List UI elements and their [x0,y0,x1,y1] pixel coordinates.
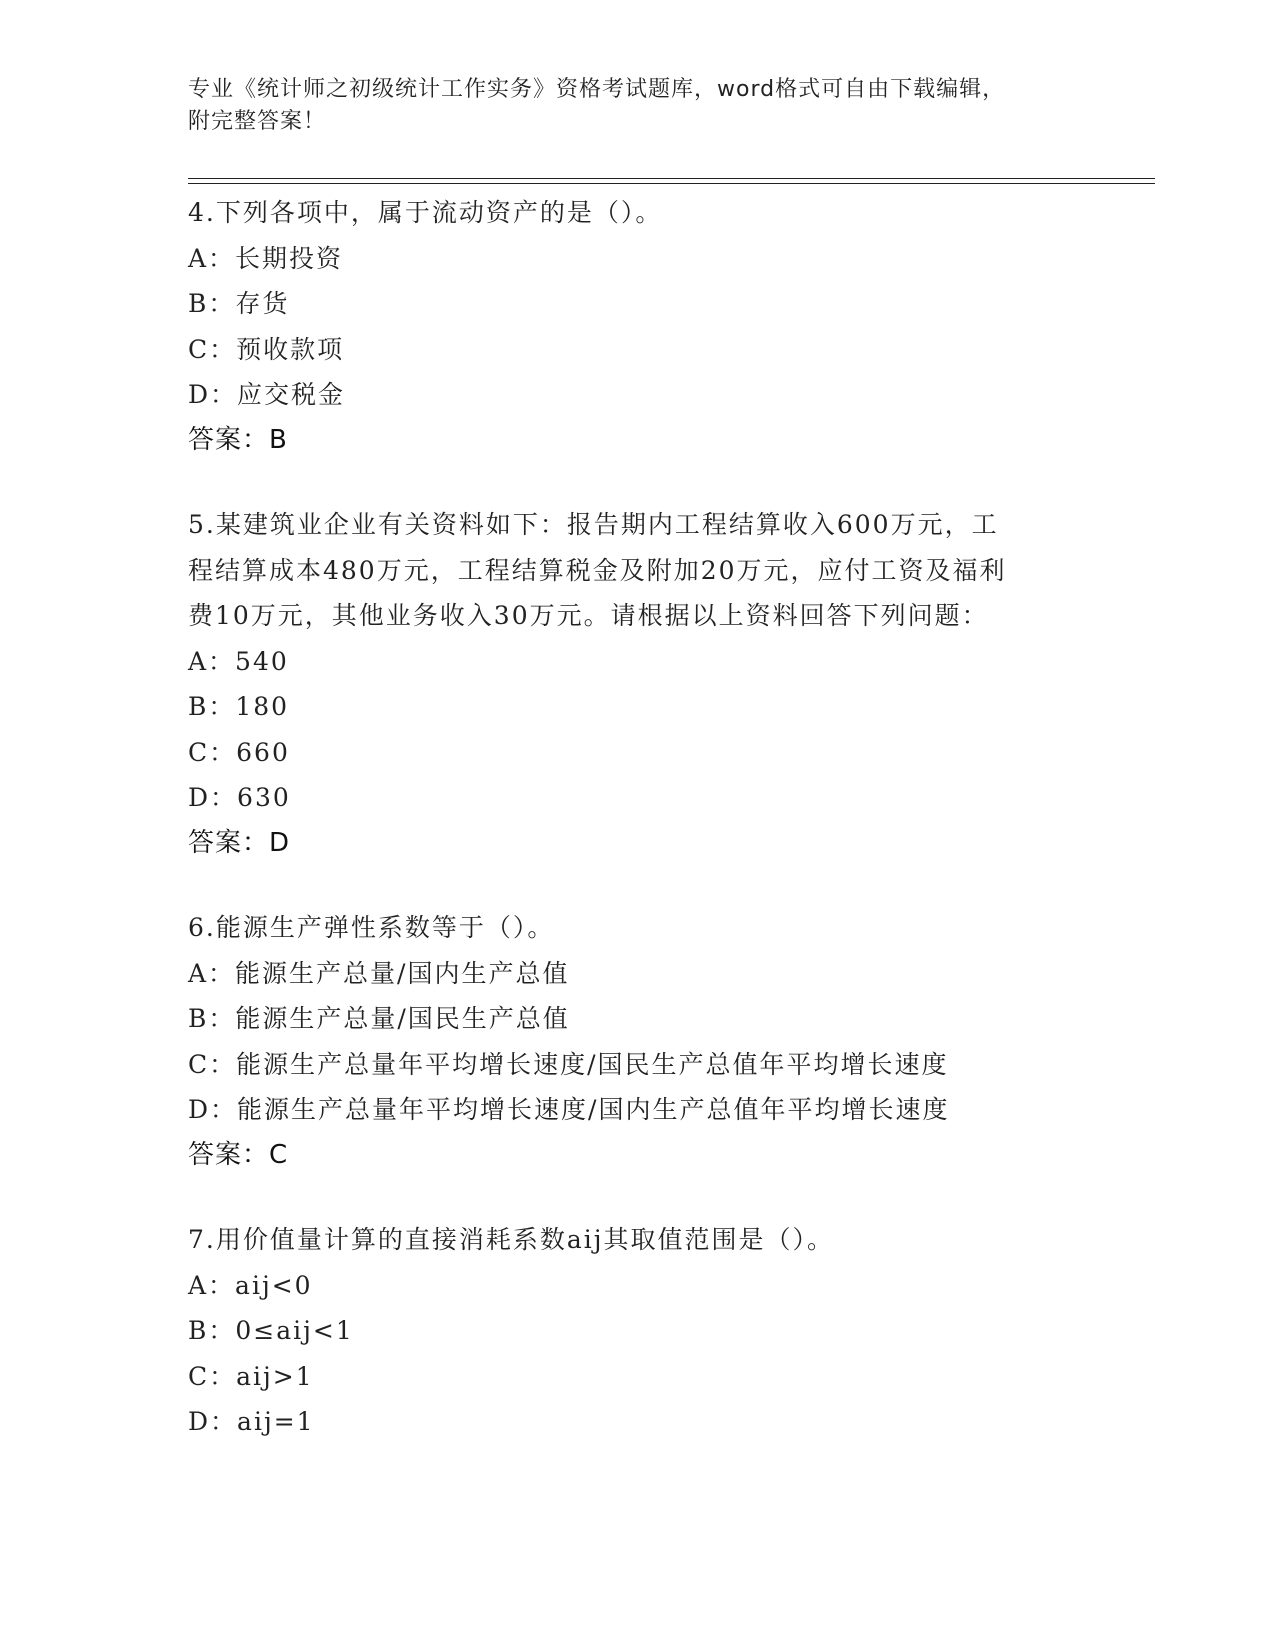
option-c: C：660 [188,737,290,767]
option-d: D：能源生产总量年平均增长速度/国内生产总值年平均增长速度 [188,1095,950,1124]
header-divider-top [188,178,1155,179]
option-b: B：能源生产总量/国民生产总值 [188,1004,570,1033]
answer-line: 答案：B [188,424,288,455]
document-header [188,74,1088,138]
question-7 [188,1217,1088,1445]
question-4 [188,190,1088,463]
option-d: D：aij=1 [188,1407,315,1436]
option-c: C：能源生产总量年平均增长速度/国民生产总值年平均增长速度 [188,1049,949,1079]
option-d: D：630 [188,783,291,812]
header-line-1: 专业《统计师之初级统计工作实务》资格考试题库，word格式可自由下载编辑， [188,77,1006,102]
question-stem: 7.用价值量计算的直接消耗系数aij其取值范围是（）。 [188,1225,835,1254]
option-b: B：180 [188,692,290,721]
question-5 [188,502,1088,866]
option-d: D：应交税金 [188,380,346,409]
header-divider-bottom [188,183,1155,184]
question-stem: 6.能源生产弹性系数等于（）。 [188,913,555,942]
option-a: A：540 [188,646,289,676]
answer-line: 答案：C [188,1139,289,1170]
question-stem: 4.下列各项中，属于流动资产的是（）。 [188,198,663,227]
question-6 [188,905,1088,1178]
option-b: B：存货 [188,289,290,318]
answer-line: 答案：D [188,827,291,858]
question-stem: 5.某建筑业企业有关资料如下：报告期内工程结算收入600万元，工 [188,510,999,539]
option-a: A：长期投资 [188,243,344,273]
option-c: C：预收款项 [188,334,345,364]
header-line-2: 附完整答案！ [188,109,327,134]
option-a: A：aij<0 [188,1270,313,1300]
question-list [188,190,1088,1484]
option-b: B：0≤aij<1 [188,1316,354,1345]
question-stem: 费10万元，其他业务收入30万元。请根据以上资料回答下列问题： [188,601,989,630]
question-stem: 程结算成本480万元，工程结算税金及附加20万元，应付工资及福利 [188,555,1007,585]
option-c: C：aij>1 [188,1361,314,1391]
option-a: A：能源生产总量/国内生产总值 [188,958,570,988]
